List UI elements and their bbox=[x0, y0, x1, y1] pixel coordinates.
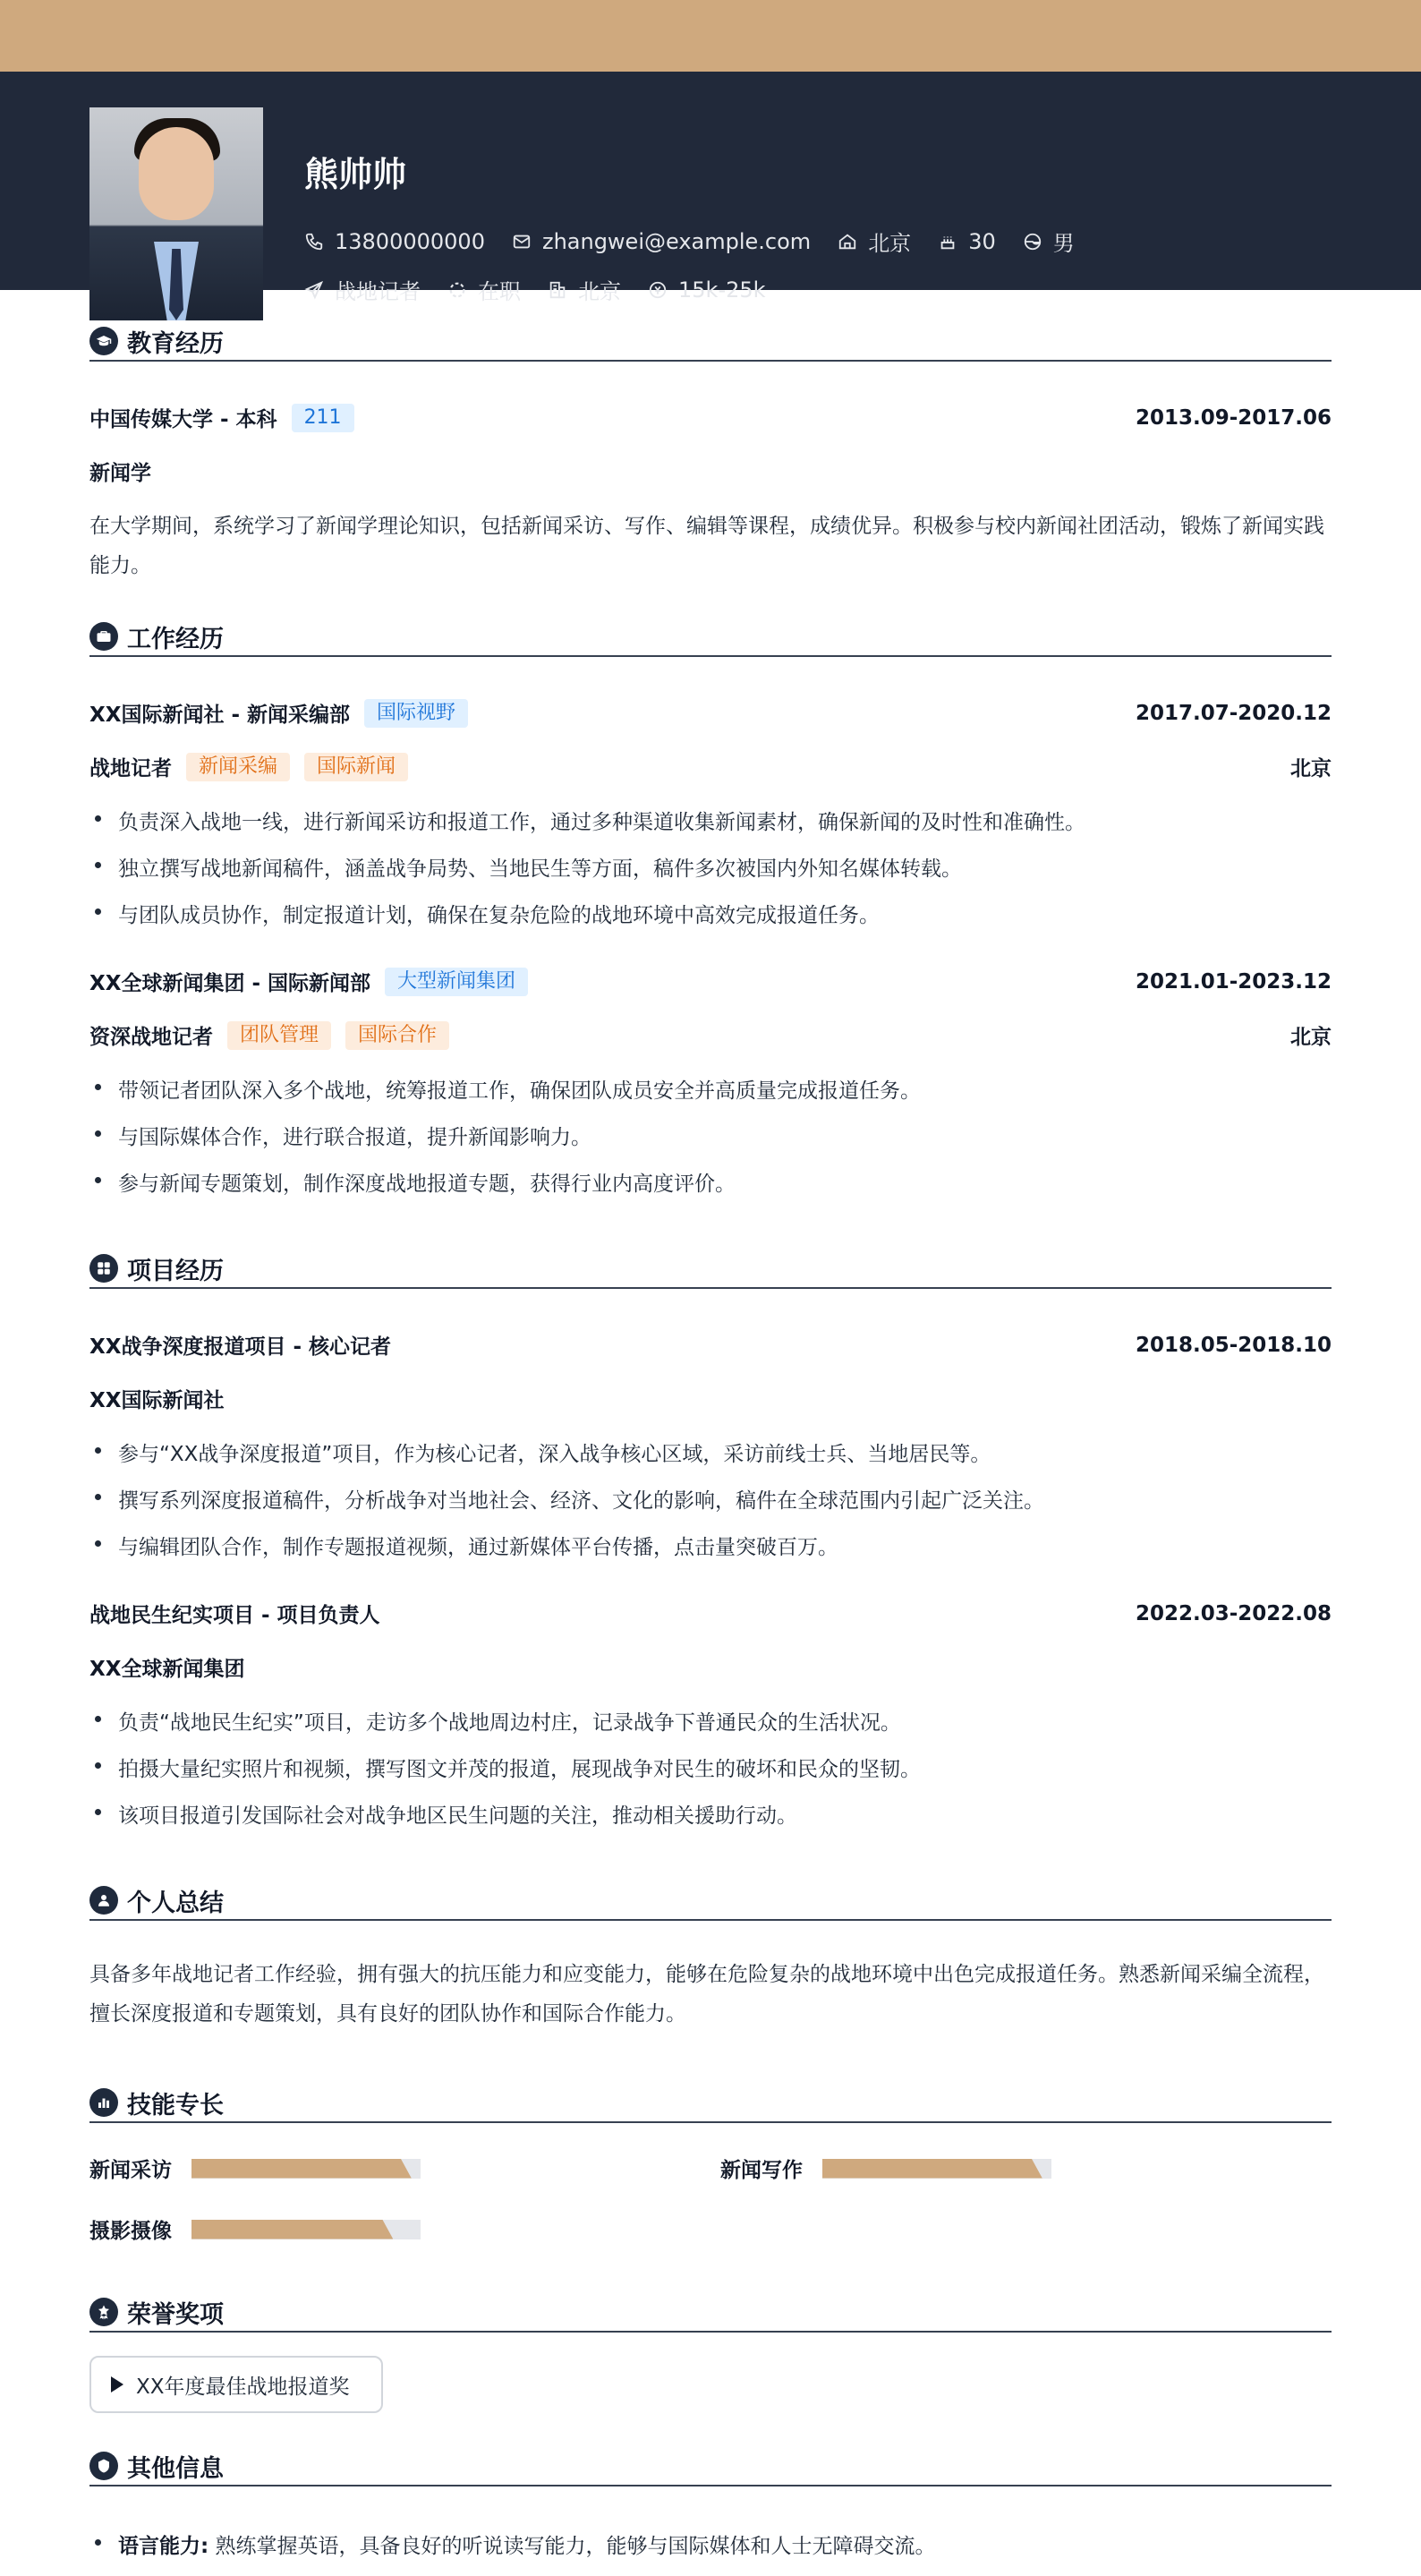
status-text: 在职 bbox=[478, 279, 521, 304]
gender-item bbox=[1023, 226, 1075, 257]
list-item: 参与“XX战争深度报道”项目，作为核心记者，深入战争核心区域，采访前线士兵、当地居民等。 bbox=[89, 1437, 1332, 1467]
job-role: 资深战地记者 bbox=[89, 1026, 213, 1049]
work-city-text: 北京 bbox=[578, 279, 621, 304]
skill-bar bbox=[191, 2159, 421, 2179]
summary-text: 具备多年战地记者工作经验，拥有强大的抗压能力和应变能力，能够在危险复杂的战地环境中出色完成报道任务。熟悉新闻采编全流程，擅长深度报道和专题策划，具有良好的团队协作和国际合作能力。 bbox=[89, 1963, 1324, 2026]
age-item bbox=[938, 229, 996, 254]
status-icon bbox=[447, 280, 467, 300]
email-text: zhangwei@example.com bbox=[541, 228, 812, 254]
badge-icon bbox=[89, 2452, 118, 2480]
list-item: 独立撰写战地新闻稿件，涵盖战争局势、当地民生等方面，稿件多次被国内外知名媒体转载。 bbox=[89, 852, 1332, 882]
mail-icon bbox=[512, 232, 532, 252]
company-tag: 大型新闻集团 bbox=[385, 968, 528, 996]
job-location: 北京 bbox=[1290, 757, 1332, 780]
email-item bbox=[512, 229, 811, 254]
profile-header bbox=[0, 72, 1421, 304]
skills-heading: 技能专长 bbox=[89, 2084, 1332, 2123]
role-tag: 团队管理 bbox=[227, 1021, 331, 1050]
other-text: 熟练掌握英语，具备良好的听说读写能力，能够与国际媒体和人士无障碍交流。 bbox=[215, 2535, 936, 2558]
project-name: 战地民生纪实项目 - 项目负责人 bbox=[89, 1604, 380, 1627]
list-item: 与国际媒体合作，进行联合报道，提升新闻影响力。 bbox=[89, 1121, 1332, 1150]
school-tag: 211 bbox=[292, 404, 354, 432]
education-row bbox=[89, 403, 1332, 432]
role-tag: 国际新闻 bbox=[304, 753, 408, 781]
project-2-org bbox=[89, 1652, 1332, 1682]
project-date: 2018.05-2018.10 bbox=[1135, 1333, 1332, 1357]
major: 新闻学 bbox=[89, 462, 151, 485]
award-item[interactable] bbox=[89, 2356, 383, 2413]
list-item: 与团队成员协作，制定报道计划，确保在复杂危险的战地环境中高效完成报道任务。 bbox=[89, 899, 1332, 928]
skill-item bbox=[89, 2214, 421, 2244]
job-title-item bbox=[304, 274, 421, 305]
skill-name: 新闻采访 bbox=[89, 2159, 172, 2182]
projects-section bbox=[89, 1250, 1332, 1289]
project-2-header bbox=[89, 1599, 1332, 1628]
city-item bbox=[838, 226, 911, 257]
award-label: XX年度最佳战地报道奖 bbox=[136, 2375, 350, 2399]
send-icon bbox=[304, 280, 324, 300]
skill-fill bbox=[822, 2159, 1042, 2179]
job-title-text: 战地记者 bbox=[335, 279, 421, 304]
building-icon bbox=[548, 280, 567, 300]
education-section bbox=[89, 322, 1332, 362]
gender-text: 男 bbox=[1052, 231, 1075, 256]
salary-text: 15k-25k bbox=[678, 277, 766, 303]
city-text: 北京 bbox=[868, 231, 912, 256]
other-section bbox=[89, 2447, 1332, 2486]
list-item: 负责“战地民生纪实”项目，走访多个战地周边村庄，记录战争下普通民众的生活状况。 bbox=[89, 1706, 1332, 1736]
contact-row bbox=[304, 226, 1089, 257]
company-tag: 国际视野 bbox=[364, 699, 468, 728]
avatar bbox=[89, 107, 263, 320]
role-tag: 国际合作 bbox=[345, 1021, 449, 1050]
list-item: 该项目报道引发国际社会对战争地区民生问题的关注，推动相关援助行动。 bbox=[89, 1799, 1332, 1829]
job-2-role bbox=[89, 1020, 1332, 1050]
phone-text: 13800000000 bbox=[335, 228, 485, 254]
summary-heading: 个人总结 bbox=[89, 1881, 1332, 1921]
honors-section bbox=[89, 2293, 1332, 2333]
candidate-name: 熊帅帅 bbox=[304, 155, 407, 194]
list-item: 撰写系列深度报道稿件，分析战争对当地社会、经济、文化的影响，稿件在全球范围内引起广泛关注。 bbox=[89, 1484, 1332, 1514]
list-item: 负责深入战地一线，进行新闻采访和报道工作，通过多种渠道收集新闻素材，确保新闻的及时性和准确性。 bbox=[89, 806, 1332, 835]
education-heading: 教育经历 bbox=[89, 322, 1332, 362]
work-section bbox=[89, 618, 1332, 657]
school-name: 中国传媒大学 - 本科 bbox=[89, 408, 277, 431]
bar-chart-icon bbox=[89, 2088, 118, 2117]
project-org: XX国际新闻社 bbox=[89, 1389, 225, 1412]
list-item: 与编辑团队合作，制作专题报道视频，通过新媒体平台传播，点击量突破百万。 bbox=[89, 1531, 1332, 1560]
job-intent-row bbox=[304, 274, 780, 305]
other-heading: 其他信息 bbox=[89, 2447, 1332, 2486]
briefcase-icon bbox=[89, 622, 118, 651]
job-1-header bbox=[89, 698, 1332, 728]
salary-item bbox=[648, 277, 766, 303]
coin-icon bbox=[648, 280, 668, 300]
skill-name: 新闻写作 bbox=[720, 2159, 803, 2182]
person-icon bbox=[89, 1886, 118, 1915]
phone-icon bbox=[304, 232, 324, 252]
skill-fill bbox=[191, 2159, 412, 2179]
job-2-header bbox=[89, 967, 1332, 996]
award-icon bbox=[89, 2298, 118, 2326]
job-role: 战地记者 bbox=[89, 757, 172, 780]
list-item: 带领记者团队深入多个战地，统筹报道工作，确保团队成员安全并高质量完成报道任务。 bbox=[89, 1074, 1332, 1104]
work-heading: 工作经历 bbox=[89, 618, 1332, 657]
other-label: 语言能力: bbox=[118, 2535, 209, 2558]
phone-item bbox=[304, 229, 485, 254]
home-icon bbox=[838, 232, 857, 252]
age-text: 30 bbox=[968, 228, 996, 254]
list-item: 拍摄大量纪实照片和视频，撰写图文并茂的报道，展现战争对民生的破坏和民众的坚韧。 bbox=[89, 1753, 1332, 1782]
role-tag: 新闻采编 bbox=[186, 753, 290, 781]
project-name: XX战争深度报道项目 - 核心记者 bbox=[89, 1335, 392, 1359]
job-company: XX全球新闻集团 - 国际新闻部 bbox=[89, 972, 371, 995]
skill-name: 摄影摄像 bbox=[89, 2220, 172, 2243]
grid-icon bbox=[89, 1254, 118, 1283]
project-1-header bbox=[89, 1330, 1332, 1360]
skills-section bbox=[89, 2084, 1332, 2123]
skill-fill bbox=[191, 2220, 393, 2239]
skill-bar bbox=[822, 2159, 1051, 2179]
summary-section bbox=[89, 1881, 1332, 1921]
list-item: 参与新闻专题策划，制作深度战地报道专题，获得行业内高度评价。 bbox=[89, 1167, 1332, 1197]
skill-item bbox=[89, 2154, 421, 2183]
job-company: XX国际新闻社 - 新闻采编部 bbox=[89, 704, 351, 727]
project-date: 2022.03-2022.08 bbox=[1135, 1601, 1332, 1625]
major-row bbox=[89, 456, 1332, 486]
job-date: 2017.07-2020.12 bbox=[1135, 701, 1332, 725]
honors-heading: 荣誉奖项 bbox=[89, 2293, 1332, 2333]
job-1-role bbox=[89, 752, 1332, 781]
education-date: 2013.09-2017.06 bbox=[1135, 405, 1332, 430]
job-location: 北京 bbox=[1290, 1026, 1332, 1049]
education-description: 在大学期间，系统学习了新闻学理论知识，包括新闻采访、写作、编辑等课程，成绩优异。积极参与校内新闻社团活动，锻炼了新闻实践能力。 bbox=[89, 515, 1324, 577]
gender-icon bbox=[1023, 232, 1042, 252]
projects-heading: 项目经历 bbox=[89, 1250, 1332, 1289]
work-city-item bbox=[548, 274, 621, 305]
status-item bbox=[447, 274, 521, 305]
graduation-cap-icon bbox=[89, 327, 118, 355]
project-org: XX全球新闻集团 bbox=[89, 1658, 245, 1681]
top-accent-bar bbox=[0, 0, 1421, 72]
list-item bbox=[89, 2529, 1332, 2559]
skill-item bbox=[720, 2154, 1051, 2183]
cake-icon bbox=[938, 232, 957, 252]
job-date: 2021.01-2023.12 bbox=[1135, 969, 1332, 994]
project-1-org bbox=[89, 1384, 1332, 1413]
play-icon bbox=[111, 2376, 123, 2393]
skill-bar bbox=[191, 2220, 421, 2239]
